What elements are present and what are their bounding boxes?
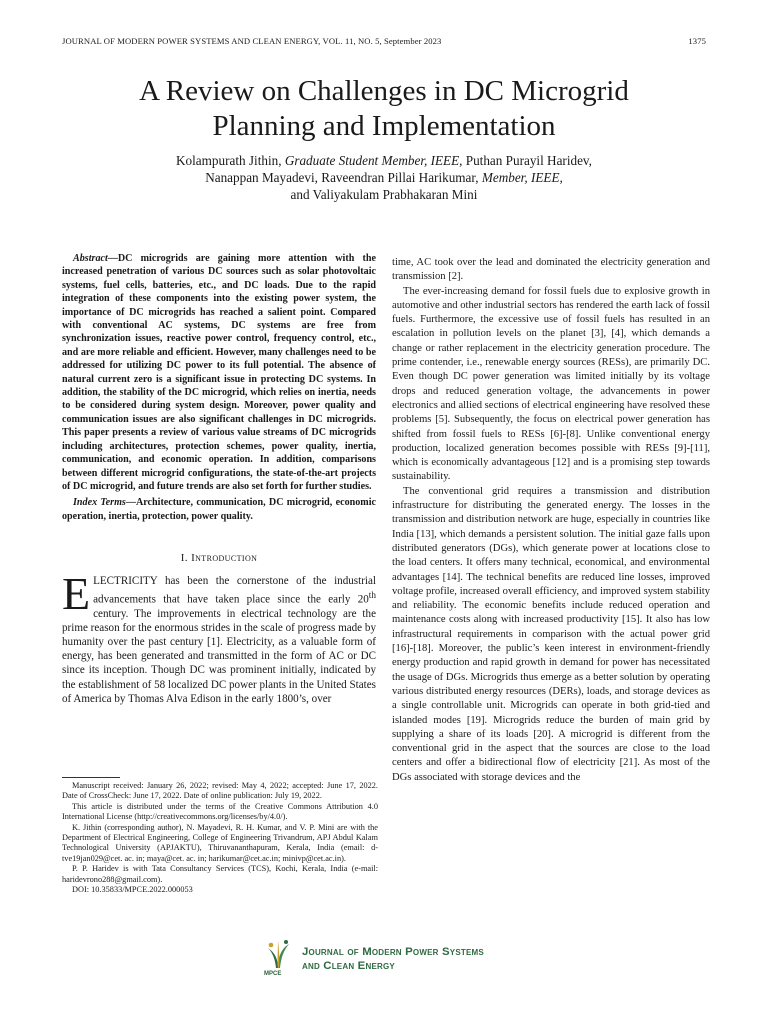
section-heading: [62, 551, 376, 565]
footnote-doi: DOI: 10.35833/MPCE.2022.000053: [72, 885, 193, 895]
left-column: [62, 252, 376, 706]
footnotes: [62, 777, 378, 895]
author-line-3: and Valiyakulam Prabhakaran Mini: [290, 187, 478, 202]
paper-title: [40, 74, 728, 144]
footnote-manuscript: Manuscript received: January 26, 2022; revised: May 4, 2022; accepted: June 17, 2022. Date of CrossCheck: June 17, 2022. Date of online publication: July 19, 2022.: [62, 781, 378, 801]
journal-header: JOURNAL OF MODERN POWER SYSTEMS AND CLEAN ENERGY, VOL. 11, NO. 5, September 2023: [62, 36, 442, 46]
index-terms-text: —Architecture, communication, DC microgrid, economic operation, inertia, protection, power quality.: [62, 497, 376, 522]
superscript-th: th: [368, 590, 376, 601]
abstract-label: Abstract: [73, 253, 108, 264]
abstract-text: —DC microgrids are gaining more attention with the increased penetration of various DC sources such as solar photovoltaic systems, fuel cells, batteries, etc., and DC loads. Due to the rapid integration of these components into the existing power system, the importance of DC microgrids has reached a salient point. Compared with conventional AC systems, DC systems are free from synchronization issues, reactive power control, frequency control, etc., and are more reliable and efficient. However, many challenges need to be addressed for utilizing DC power to its full potential. The absence of natural current zero is a significant issue in protecting DC systems. In addition, the stability of the DC microgrid, which relies on inertia, needs to be considered during system design. Moreover, power quality and communication issues are also significant challenges in DC microgrids. This paper presents a review of various value streams of DC microgrids including architectures, protection schemes, power quality, inertia, communication, and economic operation. In addition, comparisons between different microgrid configurations, the state-of-the-art projects of DC microgrid, and future trends are also set forth for further studies.: [62, 253, 376, 492]
author-line-1: [40, 152, 728, 169]
footnote-rule: [62, 777, 120, 778]
author-3: Nanappan Mayadevi, Raveendran Pillai Harikumar,: [205, 170, 479, 185]
logo-text-line-2: and Clean Energy: [302, 960, 395, 972]
author-2: Puthan Purayil Haridev,: [465, 153, 592, 168]
logo-text-line-1: Journal of Modern Power Systems: [302, 946, 484, 958]
intro-lead-word: LECTRICITY: [93, 575, 158, 588]
index-terms-label: Index Terms: [73, 497, 126, 509]
page-number: 1375: [688, 36, 706, 46]
right-paragraph-2: The ever-increasing demand for fossil fuels due to explosive growth in automotive and other industrial sectors has rendered the earth lack of fossil fuels. Furthermore, the excessive use of fossil fuels has resulted in an escalation in pollution levels on the planet [3], [4], which demands a change or rather replacement in the electricity generation procedure. The prime contender, i.e., renewable energy sources (RESs), are primarily DC. Even though DC power generation was limited initially by its voltage drops and reduced generation voltage, the advancements in power electronics and allied sections of electrical engineering have resolved these problems [5]. Subsequently, the focus on electrical power generation has shifted from fossil fuels to RESs [6]-[8]. Unlike conventional energy production, localized generation becomes possible with RESs [9]-[11], which is economically advantageous [12] and is a promising step towards sustainability.: [392, 285, 711, 483]
right-column: [392, 256, 710, 785]
author-list: [40, 152, 728, 203]
footnote-license: This article is distributed under the terms of the Creative Commons Attribution 4.0 International License (http://creativecommons.org/licenses/by/4.0/).: [62, 801, 378, 822]
running-header: [62, 36, 706, 48]
title-line-2: Planning and Implementation: [212, 110, 556, 142]
journal-logo-icon: [262, 938, 294, 984]
intro-text-b: century. The improvements in electrical technology are the prime reason for the enormous strides in the scale of progress made by humanity over the past century [1]. Electricity, as a valuable form of energy, has been generated and transmitted in the form of AC or DC since its inception. Though DC was prominent initially, indicated by the establishment of 58 localized DC power plants in the United States of America by Thomas Alva Edison in the early 1800’s, over: [62, 607, 376, 705]
right-paragraph-1: time, AC took over the lead and dominated the electricity generation and transmission [2].: [392, 257, 710, 283]
section-title: Introduction: [191, 552, 258, 565]
footnote-haridev: P. P. Haridev is with Tata Consultancy Services (TCS), Kochi, Kerala, India (e-mail: haridevrono288@gmail.com).: [62, 864, 378, 884]
author-line-2: [40, 169, 728, 186]
footnote-affiliation: K. Jithin (corresponding author), N. Mayadevi, R. H. Kumar, and V. P. Mini are with the Department of Electrical Engineering, College of Engineering Trivandrum, APJ Abdul Kalam Technological University (APJAKTU), Thiruvananthapuram, Kerala, India (email: d-tve19jan029@cet. ac. in; maya@cet. ac. in; harikumar@cet.ac.in; minivp@cet.ac.in).: [62, 822, 378, 863]
logo-mark-text: MPCE: [264, 971, 282, 977]
index-terms: [62, 496, 376, 523]
section-numeral: I.: [180, 552, 188, 565]
author-1: Kolampurath Jithin,: [176, 153, 282, 168]
author-1-role: Graduate Student Member, IEEE,: [284, 153, 463, 168]
abstract: [62, 252, 376, 493]
right-paragraph-3: The conventional grid requires a transmission and distribution infrastructure for distributing the generated energy. The losses in the transmission and distribution network are huge, especially in countries like India [13], which demands a persistent solution. The initial gaze falls upon distributed generators (DGs), which generate power at locations close to the load centers. It offers many technical, economical, and environmental advantages [14]. The technical benefits are reduced line losses, improved voltage profile, increased overall efficiency, and improved system stability and reliability. The economic benefits include reduced operation and maintenance costs along with increased productivity [15]. It also has low infrastructural requirements in comparison with the actual power grid [16]-[18]. Moreover, the public’s keen interest in environment-friendly energy production and rapid growth in demand for power has necessitated the usage of DGs. Microgrids thus emerge as a better solution by operating various distributed energy resources (DERs), loads, and storage devices as a single controllable unit. Microgrids can operate in both grid-tied and islanded modes [19]. Microgrids reduce the burden of main grid by supplying a share of its loads [20]. A microgrid is different from the conventional grid in the aspect that the sources are close to the load centers and offer a bidirectional flow of electricity [21]. As most of the DGs associated with storage devices and the: [392, 485, 710, 783]
intro-text-a: has been the cornerstone of the industrial advancements that have taken place since the early 20: [93, 575, 376, 606]
author-3-role: Member, IEEE,: [481, 170, 563, 185]
intro-paragraph: [62, 568, 376, 706]
drop-cap: E: [62, 568, 91, 620]
journal-logo: [262, 938, 512, 986]
title-line-1: A Review on Challenges in DC Microgrid: [139, 75, 629, 107]
